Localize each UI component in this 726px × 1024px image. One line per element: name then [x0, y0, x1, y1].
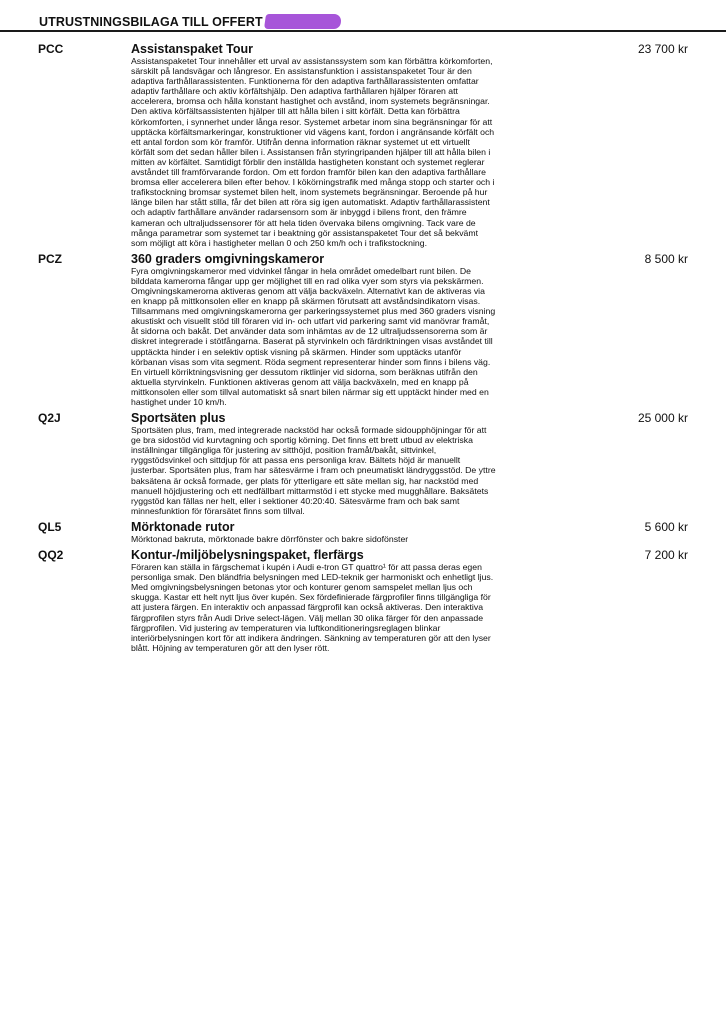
item-price: 8 500 kr [644, 251, 688, 266]
item-code: QL5 [38, 519, 62, 534]
equipment-item [0, 548, 726, 653]
item-code: PCC [38, 42, 64, 56]
item-description: Assistanspaketet Tour innehåller ett urval av assistanssystem som kan förbättra körkomforten, särskilt på landsvägar och långresor. En assistansfunktion i assistanspaketet Tour är den adaptiva farthållarassistenten. Funktionerna för den adaptiva farthållarassistenten omfattar adaptiv farthållare och aktiv körfältshjälp. Den adaptiva farthållaren hjälper föraren att accelerera, bromsa och hålla konstant hastighet och avstånd, inom systemets begränsningar. Den aktiva körfältsassistenten hjälper till att hålla bilen i sitt körfält. Detta kan förbättra körkomforten, i synnerhet under långa resor. Systemet arbetar inom sina begränsningar för att upptäcka körfältsmarkeringar, konstruktioner vid vägens kant, fordon i angränsande körfält och ett antal fordon som kör framför. Utifrån denna information räknar systemet ut ett virtuellt körfält som det sedan håller bilen i. Assistansen från styringripanden hjälper till att hålla bilen i mitten av körfältet. Samtidigt förblir den inställda hastigheten konstant och systemet reglerar avståndet till framförvarande fordon. Om ett fordon framför bilen kan den adaptiva farthållare bromsa eller accelerera bilen efter behov. I kökörningstrafik med många stopp och starter och i trafikstockning bromsar systemet bilen helt, inom systemets begränsningar. Beroende på hur länge bilen har stått stilla, får det bilen att röra sig igen automatiskt. Adaptiv farthållarassistent och adaptiv farthållare använder radarsensorn som är inbyggd i bilens front, den främre kameran och ultraljudssensorer för att hela tiden övervaka bilens omgivning. Tack vare de många parametrar som systemet tar i beaktning gör assistanspaketet Tour det så bekvämt som möjligt att köra i hastigheter mellan 0 och 250 km/h och i trafikstockning. [131, 56, 495, 248]
equipment-item [0, 520, 726, 544]
item-description: Fyra omgivningskameror med vidvinkel fångar in hela området omedelbart runt bilen. De bilddata kamerorna fångar upp ger möjlighet till en rad olika vyer som styrs via pekskärmen. Omgivningskamerorna aktiveras genom att välja backväxeln. Alternativt kan de aktiveras via en knapp på mittkonsolen eller en knapp på skärmen förutsatt att avståndsindikatorn visas. Tillsammans med omgivningskamerorna ger parkeringssystemet plus med 360 graders visning akustiskt och visuellt stöd till föraren vid in- och utfart vid parkering samt vid manövrar framåt, åt sidorna och bakåt. Det använder data som inhämtas av de 12 ultraljudssensorerna som är diskret integrerade i stötfångarna. Baserat på styrvinkeln och färdriktningen visas avståndet till upptäckta hinder i en selektiv optisk visning på skärmen. Hinder som upptäcks utanför körbanan visas som vita segment. Röda segment representerar hinder som finns i bilens väg. En virtuell körriktningsvisning ger dessutom riktlinjer vid sidorna, som beräknas utifrån den aktuella styrvinkeln. Funktionen aktiveras genom att välja backväxeln, med en knapp på mittkonsolen eller som tillval automatiskt så snart bilen närmar sig ett upptäckt hinder med en hastighet under 10 km/h. [131, 265, 496, 407]
header-divider [0, 30, 726, 32]
document-header [39, 14, 341, 29]
equipment-item [0, 252, 726, 407]
item-description: Sportsäten plus, fram, med integrerade nackstöd har också formade sidoupphöjningar för att ge bra sidostöd vid kurvtagning och sportig körning. Det finns ett brett utbud av elektriska inställningar tillgängliga för justering av sitthöjd, position framåt/bakåt, sittvinkel, ryggstödsvinkel och sittdjup för att passa ens personliga krav. Bältets höjd är manuellt justerbar. Sportsäten plus, fram har sätesvärme i fram och pneumatiskt ländryggsstöd. De yttre baksätena är också formade, ger plats för ytterligare ett säte mellan sig, har nackstöd med manuell höjdjustering och ett nedfällbart mittarmstöd i ett stycke med mugghållare. Baksätets ryggstöd kan fällas ner helt, eller i sektioner 40:20:40. Sätesvärme fram och bak samt minnesfunktion för förarsätet finns som tillval. [131, 425, 496, 516]
item-price: 7 200 kr [644, 548, 688, 563]
item-code: QQ2 [38, 548, 64, 563]
item-price: 23 700 kr [637, 42, 688, 56]
equipment-item [0, 42, 726, 248]
item-code: Q2J [38, 411, 61, 426]
item-name: Sportsäten plus [131, 411, 226, 426]
document-title: UTRUSTNINGSBILAGA TILL OFFERT [39, 14, 263, 29]
item-price: 5 600 kr [644, 519, 688, 534]
item-name: Assistanspaket Tour [131, 42, 254, 56]
item-name: 360 graders omgivningskameror [131, 251, 325, 266]
equipment-list [0, 42, 726, 657]
item-code: PCZ [38, 251, 62, 266]
equipment-item [0, 411, 726, 516]
item-name: Mörktonade rutor [131, 519, 235, 534]
item-price: 25 000 kr [637, 411, 688, 426]
item-name: Kontur-/miljöbelysningspaket, flerfärgs [131, 548, 364, 563]
item-description: Mörktonad bakruta, mörktonade bakre dörrfönster och bakre sidofönster [131, 533, 409, 544]
item-description: Föraren kan ställa in färgschemat i kupén i Audi e-tron GT quattro¹ för att passa deras egen personliga smak. Den bländfria belysningen med LED-teknik ger harmoniskt och enhetligt ljus. Med omgivningsbelysningen betonas ytor och konturer genom samspelet mellan ljus och skugga. Kastar ett helt nytt ljus över kupén. Sex fördefinierade färgprofiler finns tillgängliga för att justera färgen. En interaktiv och anpassad färgprofil kan också aktiveras. Den interaktiva färgprofilen styrs från Audi Drive select-lägen. Välj mellan 30 olika färger för den anpassade färgprofilen. Vid justering av temperaturen via luftkonditioneringsreglagen blinkar interiörbelysningen kort för att indikera ändringen. Sänkning av temperaturen gör att den lyser blått. Höjning av temperaturen gör att den lyser rött. [131, 562, 494, 653]
redaction-mark [264, 14, 342, 29]
